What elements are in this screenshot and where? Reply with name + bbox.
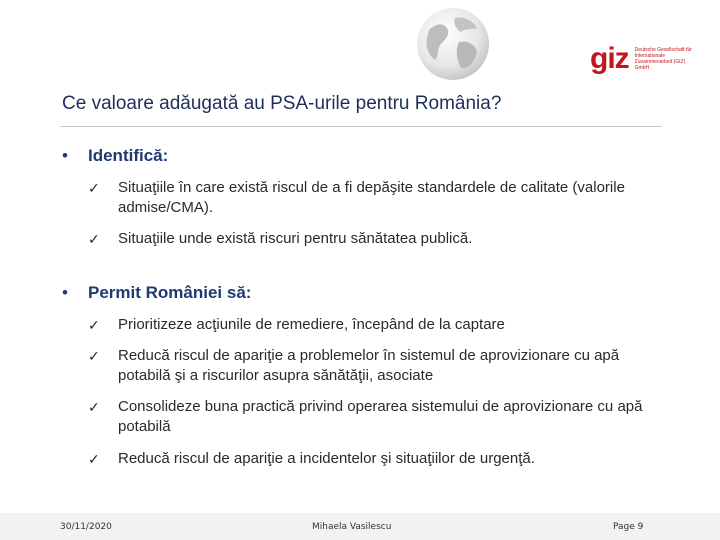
- check-icon: ✓: [88, 231, 100, 247]
- section-heading-permit: [62, 283, 251, 303]
- logo-text: Deutsche Gesellschaft für Internationale Zusammenarbeit (GIZ) GmbH: [634, 47, 692, 71]
- list-item: [88, 449, 668, 469]
- bullet: •: [62, 146, 68, 165]
- check-icon: ✓: [88, 317, 100, 333]
- list-item-text: Situaţiile în care există riscul de a fi depăşite standardele de calitate (valorile admise/CMA).: [118, 179, 625, 216]
- list-item-text: Situaţiile unde există riscuri pentru sănătatea publică.: [118, 230, 473, 247]
- check-icon: ✓: [88, 348, 100, 364]
- footer-date: 30/11/2020: [60, 522, 112, 532]
- list-item: [88, 346, 668, 386]
- globe-icon: [415, 6, 491, 82]
- list-item-text: Consolideze buna practică privind operarea sistemului de aprovizionare cu apă potabilă: [118, 398, 643, 435]
- list-item: [88, 178, 668, 218]
- list-item: [88, 229, 668, 249]
- section-heading-text: Permit României să:: [88, 283, 252, 302]
- check-icon: ✓: [88, 180, 100, 196]
- check-icon: ✓: [88, 399, 100, 415]
- section-heading-text: Identifică:: [88, 146, 169, 165]
- footer-author: Mihaela Vasilescu: [312, 522, 392, 532]
- giz-logo: [590, 44, 697, 74]
- logo-mark: giz: [590, 42, 629, 75]
- list-item-text: Reducă riscul de apariţie a problemelor în sistemul de aprovizionare cu apă potabilă şi a riscurilor asupra sănătăţii, asociate: [118, 347, 620, 384]
- title-divider: [60, 126, 662, 127]
- list-item-text: Reducă riscul de apariţie a incidentelor şi situaţiilor de urgenţă.: [118, 450, 535, 467]
- list-item: [88, 315, 668, 335]
- footer-page-number: Page 9: [613, 522, 644, 532]
- section-heading-identifica: [62, 146, 168, 166]
- bullet: •: [62, 283, 68, 302]
- list-item: [88, 397, 668, 437]
- page-title: Ce valoare adăugată au PSA-urile pentru România?: [62, 93, 502, 114]
- list-item-text: Prioritizeze acţiunile de remediere, începând de la captare: [118, 316, 505, 333]
- check-icon: ✓: [88, 451, 100, 467]
